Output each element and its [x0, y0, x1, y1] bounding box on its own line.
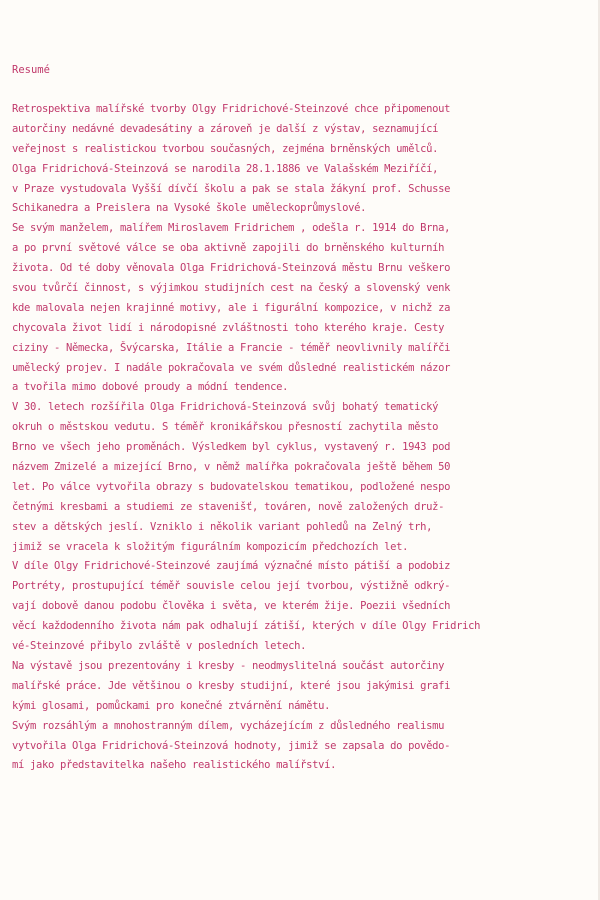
text-line: okruh o městskou vedutu. S téměř kronikářskou přesností zachytila město — [12, 421, 439, 434]
document-heading: Resumé — [12, 64, 50, 76]
text-line: svou tvůrčí činnost, s výjimkou studijních cest na český a slovenský venk — [12, 282, 451, 295]
text-line: autorčiny nedávné devadesátiny a zároveň je další z výstav, seznamující — [12, 122, 439, 135]
text-line: života. Od té doby věnovala Olga Fridrichová-Steinzová městu Brnu veškero — [12, 262, 451, 275]
text-line: jimiž se vracela k složitým figurálním kompozicím předchozích let. — [12, 540, 409, 553]
text-line: v Praze vystudovala Vyšší dívčí školu a pak se stala žákyní prof. Schusse — [12, 182, 451, 195]
text-line: a po první světové válce se oba aktivně zapojili do brněnského kulturníh — [12, 242, 445, 255]
text-line: Olga Fridrichová-Steinzová se narodila 28.1.1886 ve Valašském Meziříčí, — [12, 162, 439, 175]
text-line: četnými kresbami a studiemi ze stavenišť, továren, nově založených druž- — [12, 500, 445, 513]
text-line: věcí každodenního života nám pak odhalují zátiší, kterých v díle Olgy Fridrich — [12, 620, 481, 633]
text-line: ciziny - Německa, Švýcarska, Itálie a Francie - téměř neovlivnily malířči — [12, 341, 451, 354]
text-line: Retrospektiva malířské tvorby Olgy Fridrichové-Steinzové chce připomenout — [12, 103, 451, 115]
text-line: vytvořila Olga Fridrichová-Steinzová hodnoty, jimiž se zapsala do povědo- — [12, 739, 451, 752]
text-line: vé-Steinzové přibylo zvláště v posledních letech. — [12, 640, 307, 653]
text-line: veřejnost s realistickou tvorbou současných, zejména brněnských umělců. — [12, 142, 439, 155]
text-line: názvem Zmizelé a mizející Brno, v němž malířka pokračovala ještě během 50 — [12, 461, 451, 474]
text-line: V 30. letech rozšířila Olga Fridrichová-Steinzová svůj bohatý tematický — [12, 401, 439, 414]
text-line: a tvořila mimo dobové proudy a módní tendence. — [12, 381, 289, 394]
text-line: Brno ve všech jeho proměnách. Výsledkem byl cyklus, vystavený r. 1943 pod — [12, 441, 451, 454]
text-line: kde malovala nejen krajinné motivy, ale i figurální kompozice, v nichž za — [12, 301, 451, 314]
text-line: umělecký projev. I nadále pokračovala ve svém důsledné realistickém názor — [12, 361, 451, 374]
text-line: Schikanedra a Preislera na Vysoké škole uměleckoprůmyslové. — [12, 202, 367, 215]
text-line: mí jako představitelka našeho realistického malířství. — [12, 759, 337, 772]
text-line: Se svým manželem, malířem Miroslavem Fridrichem , odešla r. 1914 do Brna, — [12, 222, 451, 235]
text-line: V díle Olgy Fridrichové-Steinzové zaujímá význačné místo pátiší a podobiz — [12, 560, 451, 573]
text-line: Portréty, prostupující téměř souvisle celou její tvorbou, výstižně odkrý- — [12, 580, 451, 593]
text-line: let. Po válce vytvořila obrazy s budovatelskou tematikou, podložené nespo — [12, 480, 451, 493]
text-line: kými glosami, pomůckami pro konečné ztvárnění námětu. — [12, 699, 331, 712]
text-line: malířské práce. Jde většinou o kresby studijní, které jsou jakýmisi grafi — [12, 679, 451, 692]
text-line: chycovala život lidí i národopisné zvláštnosti toho kterého kraje. Cesty — [12, 321, 445, 334]
text-line: vají dobově danou podobu člověka i světa, ve kterém žije. Poezii všedních — [12, 600, 451, 613]
text-line: Svým rozsáhlým a mnohostranným dílem, vycházejícím z důsledného realismu — [12, 719, 445, 732]
text-line: stev a dětských jeslí. Vzniklo i několik variant pohledů na Zelný trh, — [12, 520, 433, 533]
text-line: Na výstavě jsou prezentovány i kresby - neodmyslitelná součást autorčiny — [12, 659, 445, 672]
document-body — [12, 100, 600, 776]
